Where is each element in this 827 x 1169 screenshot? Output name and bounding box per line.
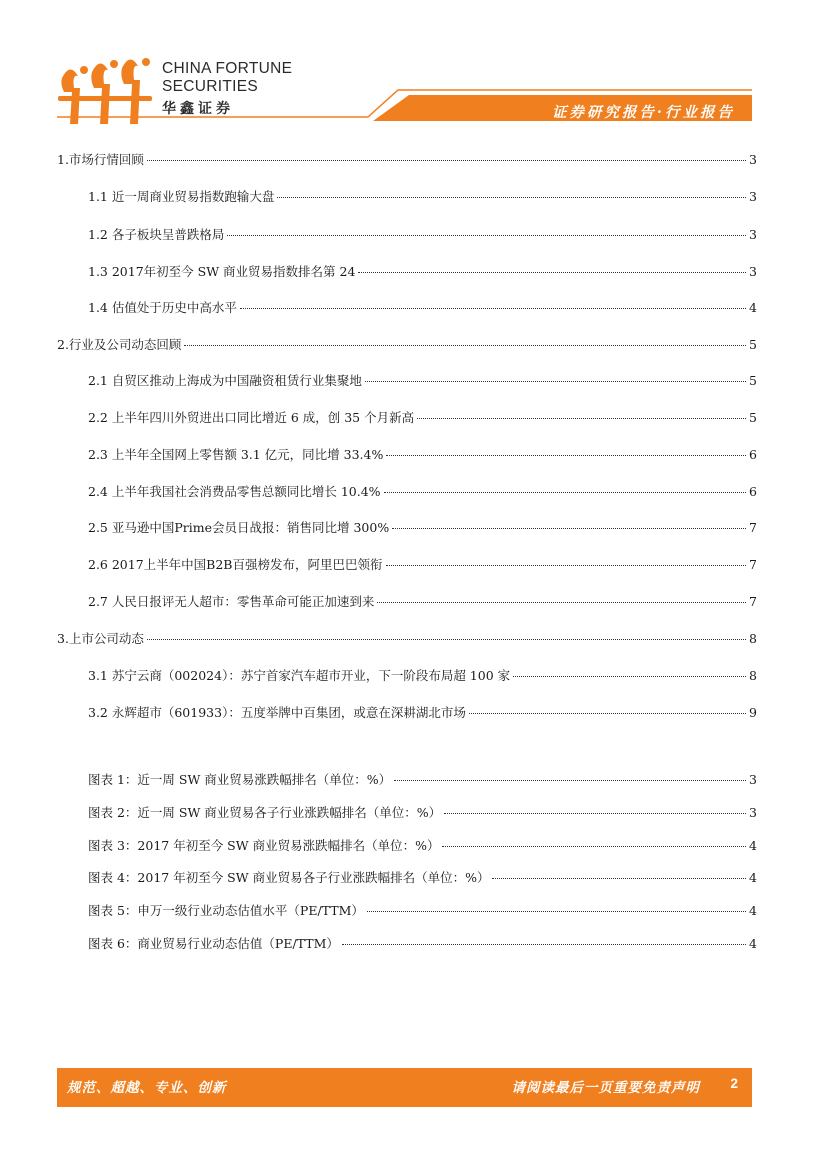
- toc-entry-page: 7: [749, 557, 757, 572]
- toc-entry-title: 1.2 各子板块呈普跌格局: [88, 227, 225, 242]
- toc-entry[interactable]: [88, 447, 757, 463]
- toc-leader-dots: [442, 845, 746, 847]
- toc-entry-title: 2.1 自贸区推动上海成为中国融资租赁行业集聚地: [88, 373, 362, 388]
- page-number: 2: [730, 1076, 738, 1091]
- company-logo-icon: [58, 58, 158, 128]
- page-header: [0, 0, 827, 130]
- figure-entry-page: 3: [749, 772, 757, 787]
- toc-leader-dots: [469, 712, 746, 714]
- figure-entry-page: 4: [749, 838, 757, 853]
- figure-entry-page: 3: [749, 805, 757, 820]
- figure-entry-page: 4: [749, 936, 757, 951]
- toc-entry-title: 3.2 永辉超市（601933）：五度举牌中百集团，或意在深耕湖北市场: [88, 705, 466, 720]
- figure-list-entry[interactable]: [88, 903, 757, 919]
- toc-entry-title: 2.5 亚马逊中国Prime会员日战报：销售同比增 300%: [88, 520, 390, 535]
- toc-entry[interactable]: [57, 631, 757, 647]
- toc-leader-dots: [367, 910, 746, 912]
- toc-entry[interactable]: [88, 264, 757, 280]
- toc-entry-page: 4: [749, 300, 757, 315]
- toc-entry-page: 5: [749, 373, 757, 388]
- toc-entry-title: 3.上市公司动态: [57, 631, 144, 646]
- figure-list-entry[interactable]: [88, 772, 757, 788]
- toc-leader-dots: [513, 675, 746, 677]
- toc-leader-dots: [392, 527, 746, 529]
- logo-chinese-name: 华鑫证券: [162, 101, 234, 117]
- page-footer: [57, 1068, 752, 1107]
- figure-entry-title: 图表 1：近一周 SW 商业贸易涨跌幅排名（单位：%）: [88, 772, 392, 787]
- toc-leader-dots: [492, 877, 746, 879]
- footer-motto: 规范、超越、专业、创新: [67, 1080, 227, 1096]
- toc-entry-page: 6: [749, 484, 757, 499]
- toc-entry[interactable]: [88, 410, 757, 426]
- toc-leader-dots: [417, 417, 746, 419]
- toc-entry-title: 2.6 2017上半年中国B2B百强榜发布，阿里巴巴领衔: [88, 557, 383, 572]
- figure-entry-page: 4: [749, 870, 757, 885]
- toc-leader-dots: [358, 271, 746, 273]
- toc-leader-dots: [147, 159, 746, 161]
- toc-entry-title: 2.2 上半年四川外贸进出口同比增近 6 成，创 35 个月新高: [88, 410, 415, 425]
- toc-entry-title: 2.7 人民日报评无人超市：零售革命可能正加速到来: [88, 594, 375, 609]
- toc-entry-title: 1.4 估值处于历史中高水平: [88, 300, 237, 315]
- toc-entry-page: 3: [749, 152, 757, 167]
- figure-list-entry[interactable]: [88, 838, 757, 854]
- toc-entry-page: 5: [749, 337, 757, 352]
- toc-entry[interactable]: [88, 300, 757, 316]
- figure-entry-title: 图表 2：近一周 SW 商业贸易各子行业涨跌幅排名（单位：%）: [88, 805, 442, 820]
- toc-entry[interactable]: [57, 337, 757, 353]
- toc-entry-page: 3: [749, 264, 757, 279]
- figure-entry-title: 图表 3：2017 年初至今 SW 商业贸易涨跌幅排名（单位：%）: [88, 838, 440, 853]
- toc-leader-dots: [147, 638, 746, 640]
- toc-entry-title: 2.行业及公司动态回顾: [57, 337, 182, 352]
- toc-entry[interactable]: [88, 373, 757, 389]
- toc-entry[interactable]: [88, 557, 757, 573]
- toc-entry[interactable]: [88, 594, 757, 610]
- toc-leader-dots: [227, 234, 746, 236]
- figure-entry-title: 图表 6：商业贸易行业动态估值（PE/TTM）: [88, 936, 339, 951]
- toc-leader-dots: [184, 344, 746, 346]
- toc-leader-dots: [384, 491, 747, 493]
- toc-entry[interactable]: [88, 484, 757, 500]
- toc-entry-page: 6: [749, 447, 757, 462]
- toc-leader-dots: [277, 196, 746, 198]
- toc-leader-dots: [444, 812, 746, 814]
- toc-entry[interactable]: [88, 227, 757, 243]
- toc-entry-page: 7: [749, 594, 757, 609]
- toc-entry-page: 9: [749, 705, 757, 720]
- figure-entry-page: 4: [749, 903, 757, 918]
- toc-entry-title: 1.1 近一周商业贸易指数跑输大盘: [88, 189, 275, 204]
- toc-entry-page: 3: [749, 189, 757, 204]
- toc-leader-dots: [386, 564, 747, 566]
- toc-entry-page: 5: [749, 410, 757, 425]
- toc-leader-dots: [365, 380, 746, 382]
- footer-disclaimer-link[interactable]: 请阅读最后一页重要免责声明: [511, 1080, 700, 1096]
- figure-list-entry[interactable]: [88, 936, 757, 952]
- toc-entry-page: 8: [749, 668, 757, 683]
- logo-english-name: CHINA FORTUNE SECURITIES: [162, 60, 293, 95]
- toc-entry-title: 3.1 苏宁云商（002024）：苏宁首家汽车超市开业，下一阶段布局超 100 家: [88, 668, 511, 683]
- toc-entry[interactable]: [88, 668, 757, 684]
- toc-entry-title: 1.市场行情回顾: [57, 152, 144, 167]
- toc-entry-page: 8: [749, 631, 757, 646]
- figure-entry-title: 图表 4：2017 年初至今 SW 商业贸易各子行业涨跌幅排名（单位：%）: [88, 870, 490, 885]
- toc-entry-title: 2.3 上半年全国网上零售额 3.1 亿元，同比增 33.4%: [88, 447, 384, 462]
- toc-entry-title: 2.4 上半年我国社会消费品零售总额同比增长 10.4%: [88, 484, 381, 499]
- toc-entry[interactable]: [88, 189, 757, 205]
- figure-list-entry[interactable]: [88, 870, 757, 886]
- toc-entry[interactable]: [88, 520, 757, 536]
- toc-leader-dots: [342, 943, 746, 945]
- figure-entry-title: 图表 5：申万一级行业动态估值水平（PE/TTM）: [88, 903, 364, 918]
- toc-entry-title: 1.3 2017年初至今 SW 商业贸易指数排名第 24: [88, 264, 356, 279]
- toc-leader-dots: [394, 779, 746, 781]
- toc-leader-dots: [377, 601, 746, 603]
- report-type-label: 证券研究报告·行业报告: [551, 104, 735, 121]
- toc-entry[interactable]: [57, 152, 757, 168]
- toc-entry[interactable]: [88, 705, 757, 721]
- figure-list-entry[interactable]: [88, 805, 757, 821]
- toc-entry-page: 7: [749, 520, 757, 535]
- toc-entry-page: 3: [749, 227, 757, 242]
- toc-leader-dots: [386, 454, 746, 456]
- logo-text: [162, 60, 292, 118]
- toc-leader-dots: [240, 307, 746, 309]
